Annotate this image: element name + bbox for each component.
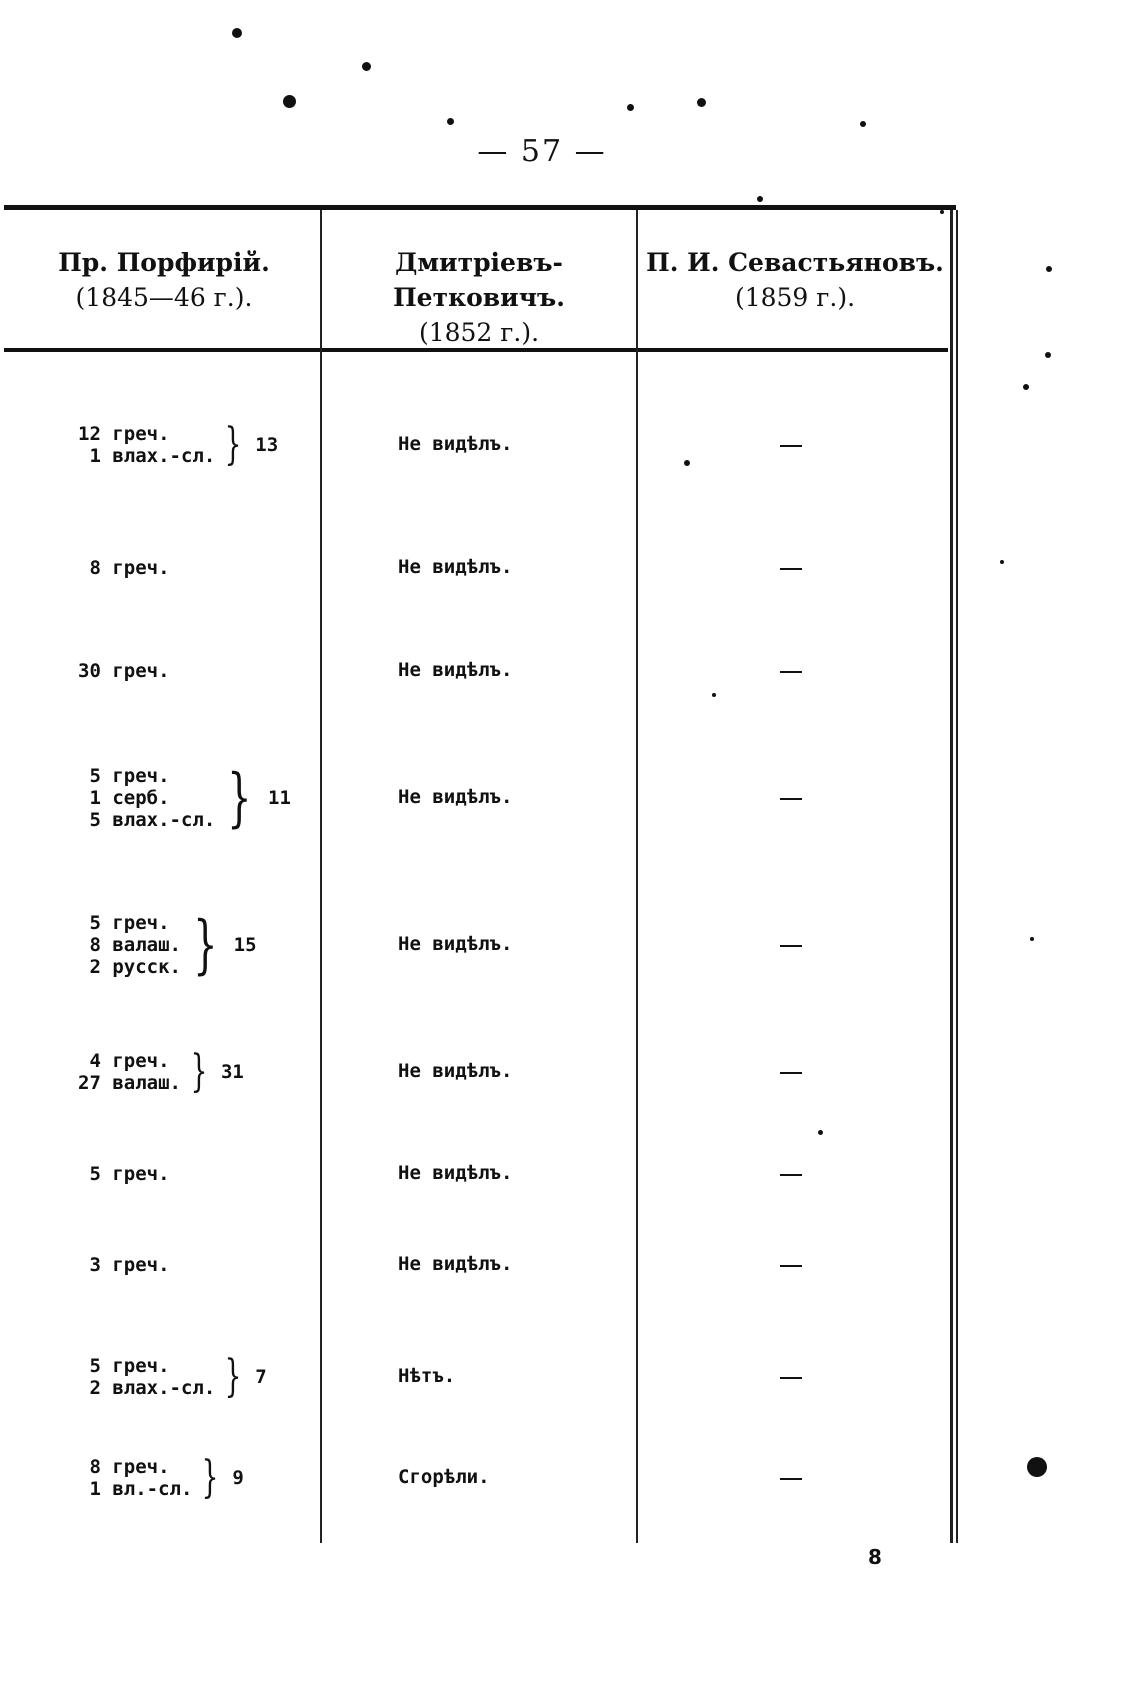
dash-cell [780, 1072, 802, 1074]
table-right-border [950, 210, 953, 1543]
header-cell-porfiry [44, 245, 284, 315]
dash-cell [780, 671, 802, 673]
count-line: 2 русск. [78, 956, 181, 978]
count-lines [78, 423, 215, 467]
header-date: (1859 г.). [734, 283, 856, 312]
count-line: 12 греч. [78, 423, 170, 445]
dash-cell [780, 945, 802, 947]
count-cell [78, 1254, 170, 1276]
brace-glyph: } [224, 419, 242, 470]
count-cell [78, 908, 257, 982]
ink-speck [757, 196, 763, 202]
observation-cell: Не видѣлъ. [398, 433, 513, 455]
count-lines [78, 765, 215, 831]
count-lines [78, 1456, 192, 1500]
observation-cell: Не видѣлъ. [398, 1162, 513, 1184]
dash-cell [780, 798, 802, 800]
ink-speck [1045, 352, 1051, 358]
dash-cell [780, 1174, 802, 1176]
dash-cell [780, 445, 802, 447]
observation-cell: Не видѣлъ. [398, 556, 513, 578]
brace-glyph: } [227, 761, 252, 835]
count-line: 5 влах.-сл. [78, 809, 216, 831]
dash-cell [780, 1265, 802, 1267]
ink-speck [362, 62, 371, 71]
ink-speck [1046, 266, 1052, 272]
ink-speck [712, 693, 716, 697]
total-value: 9 [232, 1467, 244, 1489]
header-name: П. И. Севастьяновъ. [646, 248, 944, 277]
total-value: 15 [233, 934, 257, 956]
total-value: 13 [255, 434, 279, 456]
brace-glyph: } [190, 1046, 208, 1097]
observation-cell: Не видѣлъ. [398, 1253, 513, 1275]
ink-speck [940, 210, 944, 214]
count-line: 8 валаш. [78, 934, 181, 956]
header-name: Дмитріевъ-Петковичъ. [393, 248, 565, 312]
table-right-border [956, 210, 958, 1543]
column-divider [636, 210, 638, 1543]
ink-speck [447, 118, 454, 125]
count-line: 8 греч. [78, 1456, 170, 1478]
observation-cell: Не видѣлъ. [398, 786, 513, 808]
observation-cell: Нѣтъ. [398, 1365, 456, 1387]
ink-speck [697, 98, 706, 107]
count-lines [78, 557, 170, 579]
count-line: 1 серб. [78, 787, 170, 809]
header-cell-dmitriev [322, 245, 636, 350]
count-line: 27 валаш. [78, 1072, 181, 1094]
ink-speck [283, 95, 296, 108]
count-lines [78, 1050, 181, 1094]
count-line: 1 влах.-сл. [78, 445, 216, 467]
brace-glyph: } [193, 908, 218, 982]
ink-speck [1023, 384, 1029, 390]
count-cell [78, 1452, 244, 1503]
count-line: 30 греч. [78, 660, 170, 682]
observation-cell: Не видѣлъ. [398, 1060, 513, 1082]
count-line: 4 греч. [78, 1050, 170, 1072]
brace-glyph: } [224, 1351, 242, 1402]
header-cell-sevastyanov [640, 245, 950, 315]
count-lines [78, 912, 181, 978]
ink-speck [684, 460, 690, 466]
ink-speck [860, 121, 866, 127]
count-line: 5 греч. [78, 912, 170, 934]
count-cell [78, 660, 170, 682]
ink-speck [232, 28, 242, 38]
count-cell [78, 419, 279, 470]
count-cell [78, 1163, 170, 1185]
observation-cell: Сгорѣли. [398, 1466, 490, 1488]
total-value: 7 [255, 1366, 267, 1388]
count-line: 5 греч. [78, 1355, 170, 1377]
brace-glyph: } [201, 1452, 219, 1503]
ink-speck [1030, 937, 1034, 941]
count-line: 5 греч. [78, 765, 170, 787]
count-cell [78, 761, 291, 835]
count-cell [78, 1351, 267, 1402]
count-line: 3 греч. [78, 1254, 170, 1276]
count-line: 8 греч. [78, 557, 170, 579]
ink-speck [1027, 1457, 1047, 1477]
observation-cell: Не видѣлъ. [398, 659, 513, 681]
count-lines [78, 1355, 215, 1399]
count-line: 5 греч. [78, 1163, 170, 1185]
header-date: (1852 г.). [418, 318, 540, 347]
page-number: — 57 — [477, 134, 607, 169]
dash-cell [780, 1377, 802, 1379]
count-lines [78, 1163, 170, 1185]
ink-speck [818, 1130, 823, 1135]
column-divider [320, 210, 322, 1543]
inventory-table [4, 205, 956, 1538]
dash-cell [780, 568, 802, 570]
count-cell [78, 557, 170, 579]
header-date: (1845—46 г.). [75, 283, 253, 312]
ink-speck [1000, 560, 1004, 564]
count-line: 1 вл.-сл. [78, 1478, 193, 1500]
signature-mark: 8 [868, 1545, 882, 1569]
header-name: Пр. Порфирій. [58, 248, 270, 277]
observation-cell: Не видѣлъ. [398, 933, 513, 955]
total-value: 31 [220, 1061, 244, 1083]
count-line: 2 влах.-сл. [78, 1377, 216, 1399]
table-top-rule [4, 205, 956, 210]
count-lines [78, 1254, 170, 1276]
count-lines [78, 660, 170, 682]
total-value: 11 [268, 787, 291, 809]
ink-speck [627, 104, 634, 111]
count-cell [78, 1046, 244, 1097]
dash-cell [780, 1478, 802, 1480]
